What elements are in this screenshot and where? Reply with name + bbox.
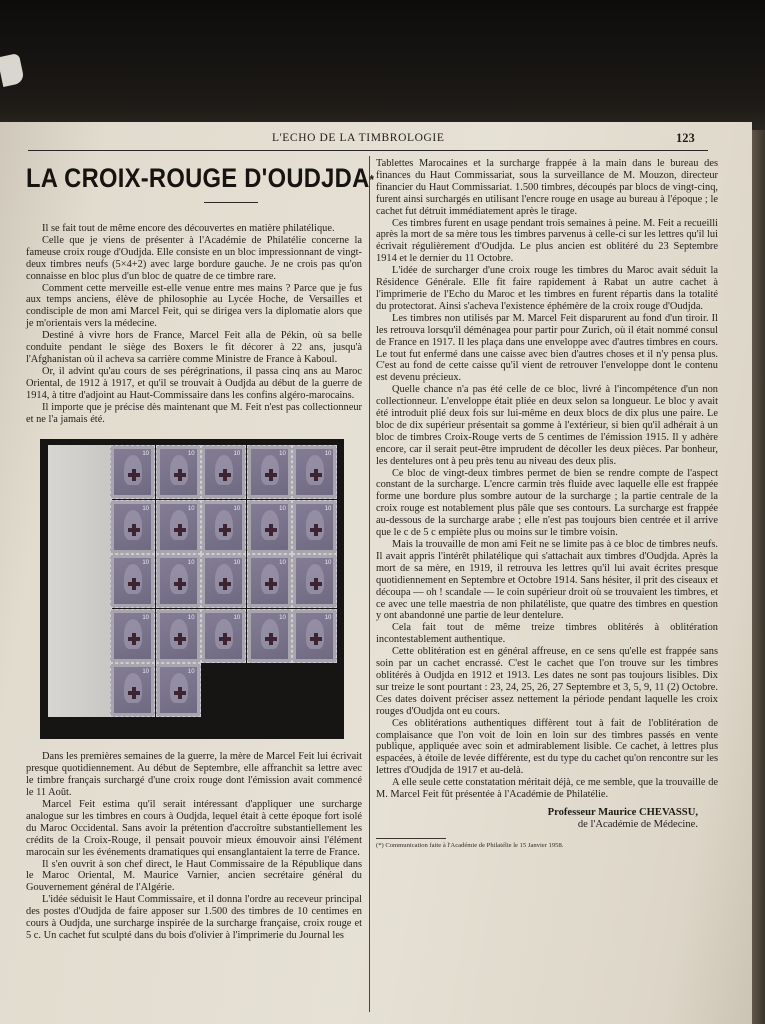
stamp-design [251, 449, 288, 495]
stamp-design [160, 449, 197, 495]
page-number: 123 [676, 131, 695, 145]
red-cross-overprint-icon [219, 633, 231, 645]
running-head [0, 132, 752, 150]
stamp-design [251, 558, 288, 604]
intro-text [26, 223, 362, 425]
stamp-design [205, 613, 242, 659]
paragraph: Cela fait tout de même treize timbres oblitérés à oblitération incontestablement authentique. [376, 622, 718, 646]
author-name: Professeur Maurice CHEVASSU, [547, 806, 698, 818]
stamp-design [160, 613, 197, 659]
stamp-design [205, 558, 242, 604]
stamp [247, 445, 292, 499]
left-bottom-text [26, 751, 362, 942]
stamp [201, 554, 246, 608]
red-cross-overprint-icon [128, 578, 140, 590]
stamp [292, 554, 337, 608]
stamp [292, 609, 337, 663]
sheet-selvage [48, 445, 112, 717]
stamp [201, 609, 246, 663]
author-title: de l'Académie de Médecine. [577, 819, 698, 831]
paragraph: Dans les premières semaines de la guerre, la mère de Marcel Feit lui écrivait presque quotidiennement. Au début de Septembre, elle affranchit sa lettre avec le timbre français surchargé d'une croix rouge dont l'émission avait commencé le 11 Août. [26, 751, 362, 799]
red-cross-overprint-icon [128, 633, 140, 645]
stamp-design [114, 613, 151, 659]
title-text: LA CROIX-ROUGE D'OUDJDA [26, 163, 370, 193]
stamp-design [160, 558, 197, 604]
stamp-design [114, 504, 151, 550]
stamp-design [205, 504, 242, 550]
stamp-design [251, 504, 288, 550]
stamp-grid [110, 445, 338, 717]
paragraph: Destiné à vivre hors de France, Marcel Feit alla de Pékin, où sa belle conduite pendant le siège des Boxers le fit décorer à 22 ans, jusqu'à l'Afghanistan où il acheva sa carrière comme Ministre de France à Kaboul. [26, 330, 362, 365]
red-cross-overprint-icon [174, 524, 186, 536]
paragraph: Il se fait tout de même encore des découvertes en matière philatélique. [42, 223, 335, 234]
red-cross-overprint-icon [128, 469, 140, 481]
paragraph: A elle seule cette constatation méritait déjà, ce me semble, que la trouvaille de M. Marcel Feit fût présentée à l'Académie de Philatélie. [376, 777, 718, 801]
article-title [26, 162, 375, 194]
stamp-design [296, 504, 333, 550]
paragraph: Comment cette merveille est-elle venue entre mes mains ? Parce que je fus aux temps anciens, élève de philosophie au Lycée Hoche, de Versailles et condisciple de mon ami Marcel Feit, qui se dirigea vers la diplomatie alors que je m'orientais vers la médecine. [26, 282, 362, 330]
magazine-page [0, 122, 752, 1024]
red-cross-overprint-icon [265, 578, 277, 590]
running-title: L'ECHO DE LA TIMBROLOGIE [272, 132, 445, 144]
paragraph: Marcel Feit estima qu'il serait intéressant d'appliquer une surcharge analogue sur les timbres en cours à Oudjda, lequel était à cette époque fort isolé du Maroc Occidental. Sans avoir la prétention d'accroître substantiellement les crédits de la Croix-Rouge, il pensait pouvoir mieux émouvoir ainsi l'élément marocain sur les événements dramatiques qui ensanglantaient la terre de France. [26, 799, 362, 858]
stamp [156, 445, 201, 499]
left-column [26, 162, 375, 942]
red-cross-overprint-icon [174, 578, 186, 590]
stamp [201, 445, 246, 499]
stamp [201, 500, 246, 554]
stamp-design [160, 504, 197, 550]
stamp-design [251, 613, 288, 659]
stamp [110, 663, 155, 717]
stamp-block-photo [40, 439, 344, 739]
paragraph: Or, il advint qu'au cours de ses pérégrinations, il passa cinq ans au Maroc Oriental, de 1912 à 1917, et qu'il se trouvait à Oudjda au début de la guerre de 1914, à titre d'adjoint au Haut-Commissaire dans les confins algéro-marocains. [26, 365, 362, 401]
stamp-design [296, 558, 333, 604]
stamp [110, 554, 155, 608]
stamp [292, 500, 337, 554]
title-footnote-mark: * [369, 172, 375, 187]
paragraph: Ce bloc de vingt-deux timbres permet de bien se rendre compte de l'aspect constant de la surcharge. L'encre carmin très fluide avec laquelle elle est frappée forme une bordure plus sombre autour de la surcharge ; la partie centrale de la croix rouge est notablement plus pâle que ses contours. La surcharge est frappée au-dessous de la surcharge arabe ; elle n'est pas toujours bien centrée et il arrive que le c de 5 c empiète plus ou moins sur le timbre voisin. [376, 467, 718, 539]
stamp-design [160, 667, 197, 713]
red-cross-overprint-icon [265, 469, 277, 481]
stamp [110, 500, 155, 554]
red-cross-overprint-icon [128, 524, 140, 536]
footnote-rule [376, 838, 446, 839]
stamp-design [114, 667, 151, 713]
stamp [247, 500, 292, 554]
red-cross-overprint-icon [310, 469, 322, 481]
stamp-design [114, 558, 151, 604]
paragraph: Cette oblitération est en général affreuse, en ce sens qu'elle est frappée sans soin par un cachet encrassé. C'est le cachet que l'on trouve sur les timbres oblitérés à Oudjda en 1912 et 1913. Les dates ne sont pas toujours lisibles. Dix sur treize le sont pourtant : 23, 24, 25, 26, 27 Septembre et 3, 5, 9, 11 (2) Octobre. Ces dates doivent préciser assez nettement la période pendant laquelle les croix rouges d'Oudjda ont eu cours. [376, 646, 718, 717]
red-cross-overprint-icon [174, 469, 186, 481]
red-cross-overprint-icon [310, 578, 322, 590]
red-cross-overprint-icon [219, 578, 231, 590]
red-cross-overprint-icon [219, 469, 231, 481]
title-rule [204, 202, 258, 203]
stamp [156, 663, 201, 717]
stamp-design [205, 449, 242, 495]
column-divider [369, 156, 370, 1012]
paragraph: L'idée séduisit le Haut Commissaire, et il donna l'ordre au receveur principal des postes d'Oudjda de faire apposer sur 1.500 des timbres de 10 centimes en cours à Oudjda, une surcharge inspirée de la surcharge française, croix rouge et 5 c. Un cachet fut sculpté dans du bois d'olivier à l'imprimerie du Journal les [26, 894, 362, 941]
stamp [110, 609, 155, 663]
red-cross-overprint-icon [174, 687, 186, 699]
paragraph: Il s'en ouvrit à son chef direct, le Haut Commissaire de la République dans le Maroc Oriental, M. Maurice Varnier, ancien secrétaire général du Gouvernement général de l'Algérie. [26, 858, 362, 894]
red-cross-overprint-icon [174, 633, 186, 645]
footnote: (*) Communication faite à l'Académie de Philatélie le 15 Janvier 1958. [376, 841, 564, 849]
paragraph: Ces timbres furent en usage pendant trois semaines à peine. M. Feit a recueilli après la mort de sa mère tous les timbres parvenus à celle-ci sur les lettres qu'il lui écrivait régulièrement d'Oudjda. Le plus ancien est oblitéré du 23 Septembre 1914 et le dernier du 11 Octobre. [376, 217, 718, 265]
paragraph: Quelle chance n'a pas été celle de ce bloc, livré à l'incompétence d'un non collectionneur. L'enveloppe était pliée en deux selon sa longueur. Le bloc y avait été introduit plié deux fois sur lui-même en deux blocs de dix plus une paire. Le bloc de dix supérieur présentait sa gomme à l'extérieur, si bien qu'il adhérait à un bloc de timbres Croix-Rouge verts de 5 centimes de l'émission 1915. Il y adhère encore, car il serait peut-être imprudent de décoller les deux pièces. Par bonheur, les dentelures ont à peu près tenu au niveau des deux plis. [376, 384, 718, 467]
stamp [156, 500, 201, 554]
paragraph: Ces oblitérations authentiques diffèrent tout à fait de l'oblitération de complaisance que l'on voit de loin en loin sur des timbres passés en vente publique, appliquée avec soin et admirablement lisible. Ce cachet, à lettres plus espacées, à étoile de levée différente, est du type du cachet qu'on rencontre sur les lettres d'Oudjda de 1917 et au-delà. [376, 717, 718, 777]
stamp [292, 445, 337, 499]
signature [376, 807, 718, 832]
paragraph: Tablettes Marocaines et la surcharge frappée à la main dans le bureau des finances du Haut Commissariat, sous la surveillance de M. Mouzon, directeur financier du Haut Commissariat. 1.500 timbres, découpés par blocs de vingt-cinq, furent ainsi surchargés en utilisant l'encre rouge en usage au bureau à l'époque ; le cachet fut détruit immédiatement après le tirage. [376, 158, 718, 217]
stamp [247, 554, 292, 608]
red-cross-overprint-icon [128, 687, 140, 699]
red-cross-overprint-icon [310, 524, 322, 536]
paragraph: Celle que je viens de présenter à l'Académie de Philatélie concerne la fameuse croix rouge d'Oudjda. Elle consiste en un bloc impressionnant de vingt-deux timbres neufs (5×4+2) avec large bordure gauche. Je ne crois pas qu'on connaisse en bloc plus d'un bloc de quatre de ce timbre rare. [26, 234, 362, 282]
paragraph: Les timbres non utilisés par M. Marcel Feit disparurent au fond d'un tiroir. Il les retrouva lorsqu'il déménagea pour partir pour Zurich, où il était nommé consul de France en 1917. Il les plaça dans une enveloppe avec d'autres timbres en cours. Le tout fut enfermé dans une caisse avec bien d'autres choses et il n'y pensa plus. C'est au fond de cette caisse qu'il vient de retrouver l'enveloppe dont le contenu est devenu précieux. [376, 312, 718, 384]
red-cross-overprint-icon [265, 633, 277, 645]
paragraph: L'idée de surcharger d'une croix rouge les timbres du Maroc avait séduit la Résidence Générale. Elle fit faire rapidement à Rabat un autre cachet à l'imprimerie de l'Echo du Maroc et les timbres en furent répartis dans la totalité du protectorat. Ainsi s'acheva l'existence éphémère de la croix rouge d'Oudjda. [376, 265, 718, 312]
dark-background [0, 0, 765, 130]
header-rule [28, 150, 708, 151]
red-cross-overprint-icon [219, 524, 231, 536]
stamp [156, 609, 201, 663]
stamp [247, 609, 292, 663]
red-cross-overprint-icon [310, 633, 322, 645]
stamp-design [296, 449, 333, 495]
right-column [376, 158, 718, 850]
stamp [110, 445, 155, 499]
stamp-design [114, 449, 151, 495]
red-cross-overprint-icon [265, 524, 277, 536]
paragraph: Mais la trouvaille de mon ami Feit ne se limite pas à ce bloc de timbres neufs. Il avait appris l'intérêt philatélique qui s'attachait aux timbres d'Oudjda. Après la mort de sa mère, en 1919, il retrouva les lettres qu'il lui avait écrites presque quotidiennement en Septembre et Octobre 1914. Sans hésiter, il prit des ciseaux et découpa — oh ! scandale — le coin supérieur droit où se trouvaient les timbres, et ce avec une telle maestria de non philatéliste, que quatre des timbres en question y ont abandonné une partie de leur dentelure. [376, 539, 718, 622]
stamp-design [296, 613, 333, 659]
stamp [156, 554, 201, 608]
paragraph: Il importe que je précise dès maintenant que M. Feit n'est pas collectionneur et ne l'a jamais été. [26, 401, 362, 425]
